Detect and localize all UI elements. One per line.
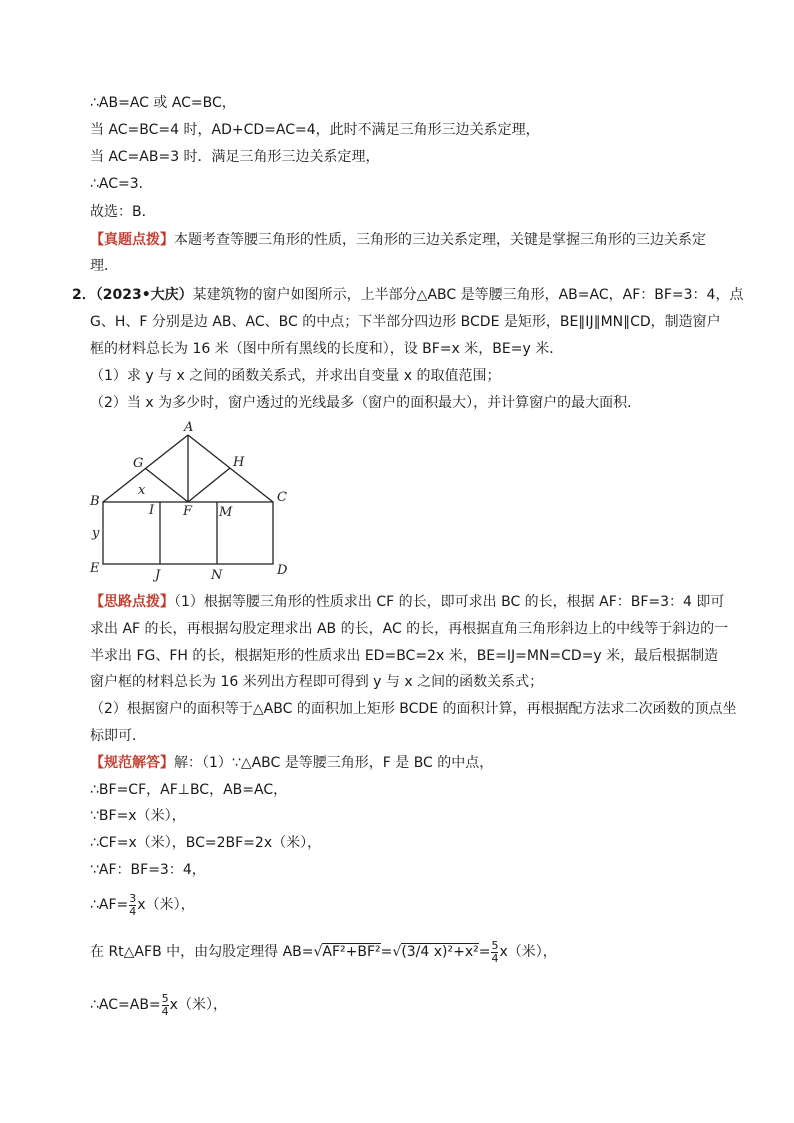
label-n: N — [211, 568, 223, 583]
text-line: G、H、F 分别是边 AB、AC、BC 的中点；下半部分四边形 BCDE 是矩形，BE∥IJ∥MN∥CD，制造窗户 — [90, 314, 721, 330]
tip-line — [90, 231, 706, 249]
question-text: 某建筑物的窗户如图所示，上半部分△ABC 是等腰三角形，AB=AC，AF：BF=3：4，点 — [192, 287, 744, 303]
text-line: ∴AB=AC 或 AC=BC， — [90, 95, 236, 111]
question-source: （2023•大庆） — [95, 287, 193, 303]
label-y: y — [92, 526, 100, 541]
denominator: 4 — [129, 904, 137, 918]
answer-text: 解：（1）∵△ABC 是等腰三角形，F 是 BC 的中点， — [174, 755, 494, 771]
numerator: 5 — [161, 991, 169, 1005]
label-c: C — [277, 490, 287, 505]
text-line: ∴CF=x（米），BC=2BF=2x（米）， — [90, 835, 322, 851]
text-line: 框的材料总长为 16 米（图中所有黑线的长度和），设 BF=x 米，BE=y 米． — [90, 341, 564, 357]
label-i: I — [149, 503, 155, 518]
text-line: 理． — [90, 258, 118, 274]
tip-text: 本题考查等腰三角形的性质，三角形的三边关系定理，关键是掌握三角形的三边关系定 — [174, 232, 706, 248]
label-m: M — [219, 505, 233, 520]
idea-line — [90, 593, 724, 611]
answer-line — [90, 754, 493, 772]
text-line: 当 AC=BC=4 时，AD+CD=AC=4，此时不满足三角形三边关系定理， — [90, 122, 540, 138]
text-line: （1）求 y 与 x 之间的函数关系式，并求出自变量 x 的取值范围； — [90, 368, 501, 384]
fraction — [129, 893, 136, 918]
text-line: 标即可． — [90, 728, 146, 744]
text-line: （2）当 x 为多少时，窗户透过的光线最多（窗户的面积最大），并计算窗户的最大面积． — [90, 395, 642, 411]
sqrt-symbol: √ — [392, 944, 402, 960]
idea-tag: 【思路点拨】 — [90, 594, 174, 610]
formula-suffix: x（米）， — [137, 897, 195, 913]
label-b: B — [90, 494, 100, 509]
idea-text: （1）根据等腰三角形的性质求出 CF 的长，即可求出 BC 的长，根据 AF：BF=3：4 即可 — [174, 594, 725, 610]
edge-hf — [188, 468, 230, 502]
label-e: E — [90, 561, 100, 576]
formula-suffix: x（米）， — [169, 997, 227, 1013]
text-line: （2）根据窗户的面积等于△ABC 的面积加上矩形 BCDE 的面积计算，再根据配方法求二次函数的顶点坐 — [90, 701, 737, 717]
formula-line — [90, 890, 195, 920]
label-d: D — [277, 563, 288, 578]
text-line: ∴BF=CF，AF⊥BC，AB=AC， — [90, 782, 288, 798]
text-line: 求出 AF 的长，再根据勾股定理求出 AB 的长，AC 的长，再根据直角三角形斜边上的中线等于斜边的一 — [90, 621, 729, 637]
sqrt-symbol: √ — [313, 944, 323, 960]
edge-gf — [145, 468, 188, 502]
answer-tag: 【规范解答】 — [90, 755, 174, 771]
label-j: J — [155, 568, 161, 583]
text-line: 当 AC=AB=3 时．满足三角形三边关系定理， — [90, 149, 380, 165]
question-number: 2． — [72, 287, 96, 303]
denominator: 4 — [161, 1004, 169, 1018]
label-g: G — [133, 456, 144, 471]
label-h: H — [233, 455, 245, 470]
text-line: ∵AF：BF=3：4， — [90, 862, 206, 878]
label-f: F — [183, 504, 193, 519]
text-line: ∴AC=3． — [90, 176, 153, 192]
sqrt-body: AF²+BF² — [322, 944, 381, 960]
question-line — [72, 286, 743, 304]
equals-sign: = — [478, 944, 491, 960]
denominator: 4 — [491, 951, 499, 965]
formula-line — [90, 990, 227, 1020]
fraction — [162, 993, 169, 1018]
formula-suffix: x（米）， — [499, 944, 557, 960]
label-x: x — [138, 483, 146, 498]
fraction — [491, 940, 498, 965]
numerator: 3 — [129, 891, 137, 905]
text-line: 故选：B． — [90, 204, 156, 220]
text-line: 窗户框的材料总长为 16 米列出方程即可得到 y 与 x 之间的函数关系式； — [90, 674, 544, 690]
formula-prefix: ∴AC=AB= — [90, 997, 161, 1013]
sqrt-body: (3/4 x)²+x² — [401, 944, 479, 960]
window-figure — [85, 415, 300, 585]
equals-sign: = — [380, 944, 393, 960]
tip-tag: 【真题点拨】 — [90, 232, 174, 248]
label-a: A — [184, 420, 194, 435]
text-line: 半求出 FG、FH 的长，根据矩形的性质求出 ED=BC=2x 米，BE=IJ=MN=CD=y 米，最后根据制造 — [90, 648, 719, 664]
formula-prefix: ∴AF= — [90, 897, 129, 913]
text-line: ∵BF=x（米）， — [90, 808, 186, 824]
formula-line — [90, 935, 557, 969]
formula-prefix: 在 Rt△AFB 中，由勾股定理得 AB= — [90, 944, 314, 960]
numerator: 5 — [491, 938, 499, 952]
